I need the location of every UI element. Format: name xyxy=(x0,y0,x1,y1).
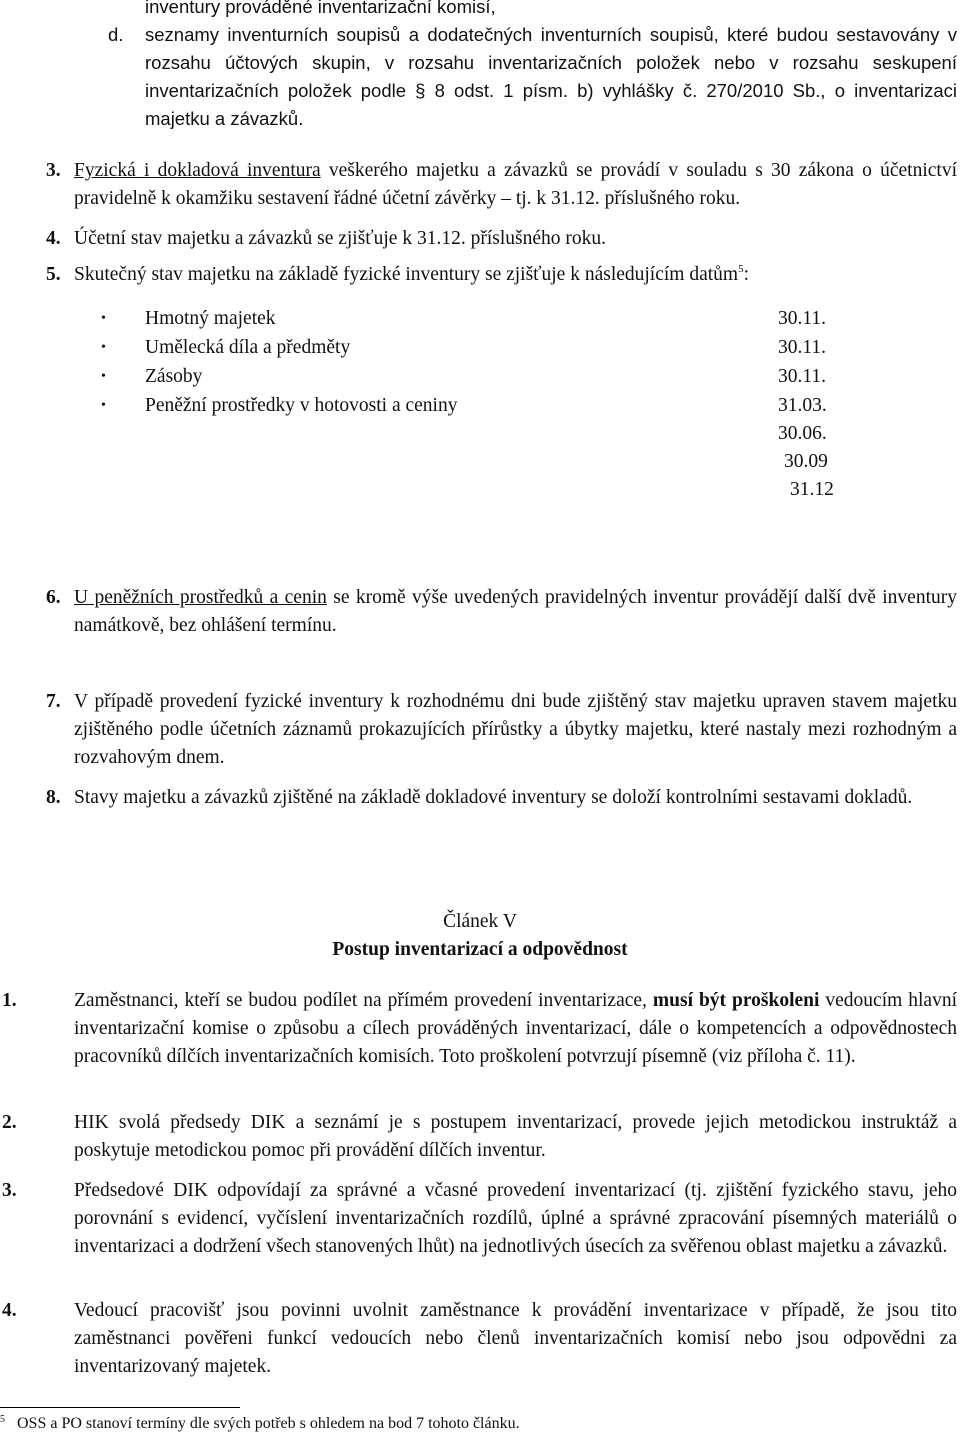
list-item xyxy=(0,334,960,362)
list-item-label: Hmotný majetek xyxy=(145,308,276,329)
paragraph-number-3: 3. xyxy=(46,160,61,181)
list-item xyxy=(0,305,960,333)
bullet-icon: • xyxy=(101,340,106,355)
footnote-separator xyxy=(0,1407,240,1408)
paragraph-6-underlined: U peněžních prostředků a cenin xyxy=(74,587,327,608)
section-4: Vedoucí pracovišť jsou povinni uvolnit zaměstnance k provádění inventarizace v případě, že jsou tito zaměstnanci pověřeni funkcí vedoucích nebo členů inventarizačních komisí nebo jsou odpovědni za inventarizovaný majetek. xyxy=(74,1300,957,1377)
paragraph-7: V případě provedení fyzické inventury k rozhodnému dni bude zjištěný stav majetku upraven stavem majetku zjištěného podle účetních záznamů prokazujících přírůstky a úbytky majetku, které nastaly mezi rozhodným a rozvahovým dnem. xyxy=(74,691,957,768)
section-1-bold: musí být proškoleni xyxy=(652,990,820,1011)
list-item-date: 30.11. xyxy=(778,337,827,358)
paragraph-number-5: 5. xyxy=(46,264,61,285)
section-number-1: 1. xyxy=(2,990,17,1011)
list-item xyxy=(0,392,960,420)
section-number-3: 3. xyxy=(2,1180,17,1201)
paragraph-number-8: 8. xyxy=(46,787,61,808)
footnote-text: OSS a PO stanoví termíny dle svých potřeb s ohledem na bod 7 tohoto článku. xyxy=(17,1415,520,1432)
list-item-label: Peněžní prostředky v hotovosti a ceniny xyxy=(145,395,458,416)
extra-date: 30.06. xyxy=(778,423,827,444)
line-fragment: inventury prováděné inventarizační komisí, xyxy=(145,0,496,17)
paragraph-3-underlined: Fyzická i dokladová inventura xyxy=(74,160,321,181)
footnote-ref: 5 xyxy=(738,263,744,275)
paragraph-3-rest: veškerého majetku a závazků se provádí v souladu s 30 zákona o účetnictví pravidelně k okamžiku sestavení řádné účetní závěrky – tj. k 31.12. příslušného roku. xyxy=(74,160,958,209)
section-3: Předsedové DIK odpovídají za správné a včasné provedení inventarizací (tj. zjištění fyzického stavu, jeho porovnání s evidencí, vyčíslení inventarizačních rozdílů, úplné a správné zpracování písemných materiálů o inventarizaci a dodržení všech stanovených lhůt) na jednotlivých úsecích za svěřenou oblast majetku a závazků. xyxy=(74,1180,957,1257)
bullet-icon: • xyxy=(101,369,106,384)
bullet-icon: • xyxy=(101,398,106,413)
paragraph-6 xyxy=(74,584,957,640)
paragraph-5-colon: : xyxy=(743,264,750,285)
footnote-number: 5 xyxy=(0,1414,5,1425)
list-item-label: Umělecká díla a předměty xyxy=(145,337,351,358)
section-number-4: 4. xyxy=(2,1300,17,1321)
paragraph-3 xyxy=(74,157,957,213)
article-subtitle: Postup inventarizací a odpovědnost xyxy=(332,939,628,960)
list-item-date: 31.03. xyxy=(778,395,827,416)
item-d-text: seznamy inventurních soupisů a dodatečných inventurních soupisů, které budou sestavovány v rozsahu účtových skupin, v rozsahu inventarizačních položek nebo v rozsahu seskupení inventarizačních položek podle § 8 odst. 1 písm. b) vyhlášky č. 270/2010 Sb., o inventarizaci majetku a závazků. xyxy=(145,24,957,129)
paragraph-number-4: 4. xyxy=(46,228,61,249)
list-item-label: Zásoby xyxy=(145,366,203,387)
extra-date: 30.09 xyxy=(784,451,828,472)
paragraph-5 xyxy=(74,261,957,289)
list-item xyxy=(0,363,960,391)
article-title: Článek V xyxy=(443,911,517,932)
section-1-post: vedoucím hlavní inventarizační komise o způsobu a cílech prováděných inventarizací, dále o kompetencích a odpovědnostech pracovníků dílčích inventarizačních komisích. Toto proškolení potvrzují písemně (viz příloha č. 11). xyxy=(74,990,957,1067)
section-2: HIK svolá předsedy DIK a seznámí je s postupem inventarizací, provede jejich metodickou instruktáž a poskytuje metodickou pomoc při provádění dílčích inventur. xyxy=(74,1112,957,1161)
extra-date: 31.12 xyxy=(790,479,834,500)
item-d-label: d. xyxy=(108,24,124,45)
list-item-date: 30.11. xyxy=(778,308,827,329)
paragraph-5-text: Skutečný stav majetku na základě fyzické inventury se zjišťuje k následujícím datům xyxy=(74,264,739,285)
section-1 xyxy=(74,987,957,1071)
footnote xyxy=(0,1414,520,1434)
paragraph-6-rest: se kromě výše uvedených pravidelných inventur provádějí další dvě inventury namátkově, bez ohlášení termínu. xyxy=(74,587,958,636)
paragraph-number-6: 6. xyxy=(46,587,61,608)
section-1-pre: Zaměstnanci, kteří se budou podílet na přímém provedení inventarizace, xyxy=(74,990,653,1011)
section-number-2: 2. xyxy=(2,1112,17,1133)
list-item-date: 30.11. xyxy=(778,366,827,387)
paragraph-8: Stavy majetku a závazků zjištěné na základě dokladové inventury se doloží kontrolními sestavami dokladů. xyxy=(74,787,913,808)
paragraph-4: Účetní stav majetku a závazků se zjišťuje k 31.12. příslušného roku. xyxy=(74,228,606,249)
bullet-icon: • xyxy=(101,311,106,326)
paragraph-number-7: 7. xyxy=(46,691,61,712)
